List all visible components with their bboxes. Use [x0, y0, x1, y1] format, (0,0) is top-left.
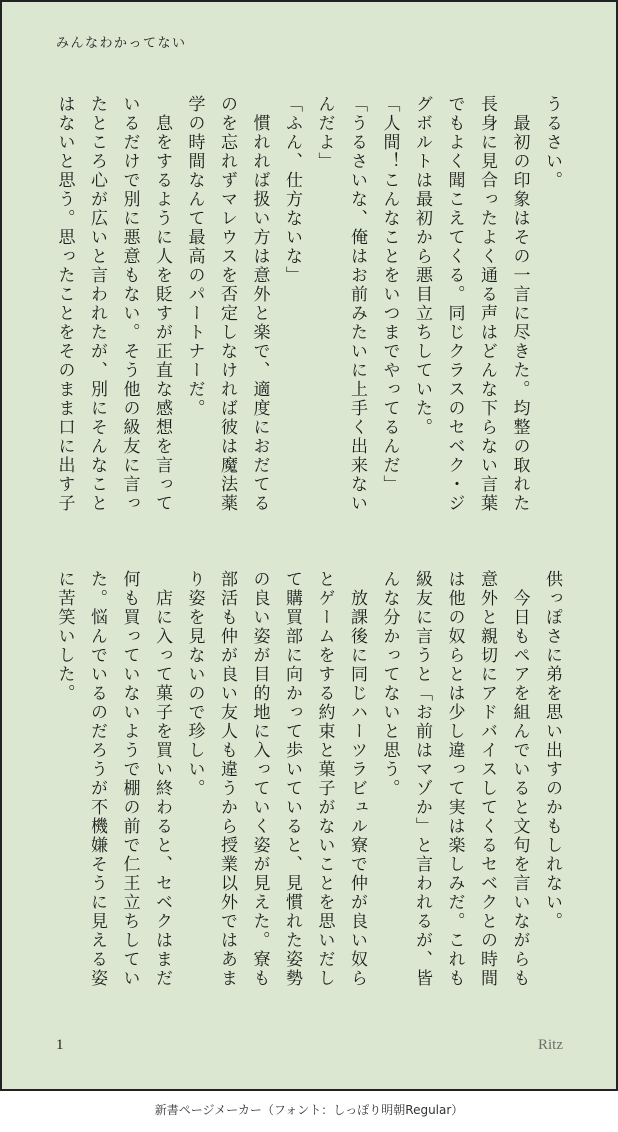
lower-text-column: 部活も仲が良い友人も違うから授業以外ではあま [217, 570, 237, 988]
upper-text-block [48, 95, 568, 525]
lower-text-column: んな分かってないと思う。 [379, 570, 400, 798]
lower-text-column: の良い姿が目的地に入っていく姿が見えた。寮も [249, 570, 270, 988]
lower-text-column: とゲームをする約束と菓子がないことを思いだし [314, 570, 335, 988]
lower-text-column: た。悩んでいるのだろうが不機嫌そうに見える姿 [87, 570, 107, 988]
upper-text-column: 「ふん、仕方ないな」 [282, 95, 302, 285]
lower-text-column: て購買部に向かって歩いていると、見慣れた姿勢 [282, 570, 302, 988]
upper-text-column: 慣れれば扱い方は意外と楽で、適度におだてる [249, 114, 270, 513]
running-title: みんなわかってない [56, 36, 187, 51]
upper-text-column: でもよく聞こえてくる。同じクラスのセベク・ジ [444, 95, 465, 513]
upper-text-column: んだよ」 [314, 95, 335, 171]
upper-text-column: 「人間！こんなことをいつまでやってるんだ」 [379, 95, 400, 494]
lower-text-column: に苦笑いした。 [54, 570, 75, 703]
page-number: 1 [56, 1037, 64, 1053]
upper-text-column: うるさい。 [542, 95, 562, 190]
lower-text-column: り姿を見ないので珍しい。 [184, 570, 205, 798]
lower-text-column: 放課後に同じハーツラビュル寮で仲が良い奴ら [347, 589, 367, 988]
upper-text-column: たところ心が広いと言われたが、別にそんなこと [87, 95, 107, 513]
lower-text-column: 供っぽさに弟を思い出すのかもしれない。 [542, 570, 562, 931]
upper-text-column: いるだけで別に悪意もない。そう他の級友に言っ [119, 95, 140, 513]
lower-text-column: は他の奴らとは少し違って実は楽しみだ。これも [444, 570, 465, 988]
lower-text-block [48, 570, 568, 1000]
upper-text-column: 息をするように人を貶すが正直な感想を言って [152, 114, 172, 513]
upper-text-column: はないと思う。思ったことをそのまま口に出す子 [54, 95, 75, 513]
upper-text-column: 「うるさいな、俺はお前みたいに上手く出来ない [347, 95, 367, 513]
upper-text-column: 長身に見合ったよく通る声はどんな下らない言葉 [477, 95, 497, 513]
lower-text-column: 意外と親切にアドバイスしてくるセベクとの時間 [477, 570, 497, 988]
lower-text-column: 何も買っていないようで棚の前で仁王立ちしてい [119, 570, 140, 988]
upper-text-column: のを忘れずマレウスを否定しなければ彼は魔法薬 [217, 95, 237, 513]
author-name: Ritz [538, 1037, 563, 1053]
lower-text-column: 店に入って菓子を買い終わると、セベクはまだ [152, 589, 172, 988]
upper-text-column: 学の時間なんて最高のパートナーだ。 [184, 95, 205, 418]
generator-caption: 新書ページメーカー（フォント：しっぽり明朝Regular） [154, 1103, 464, 1117]
lower-text-column: 今日もペアを組んでいると文句を言いながらも [509, 589, 530, 988]
lower-text-column: 級友に言うと「お前はマゾか」と言われるが、皆 [412, 570, 432, 988]
upper-text-column: 最初の印象はその一言に尽きた。均整の取れた [509, 114, 530, 513]
upper-text-column: グボルトは最初から悪目立ちしていた。 [412, 95, 432, 437]
